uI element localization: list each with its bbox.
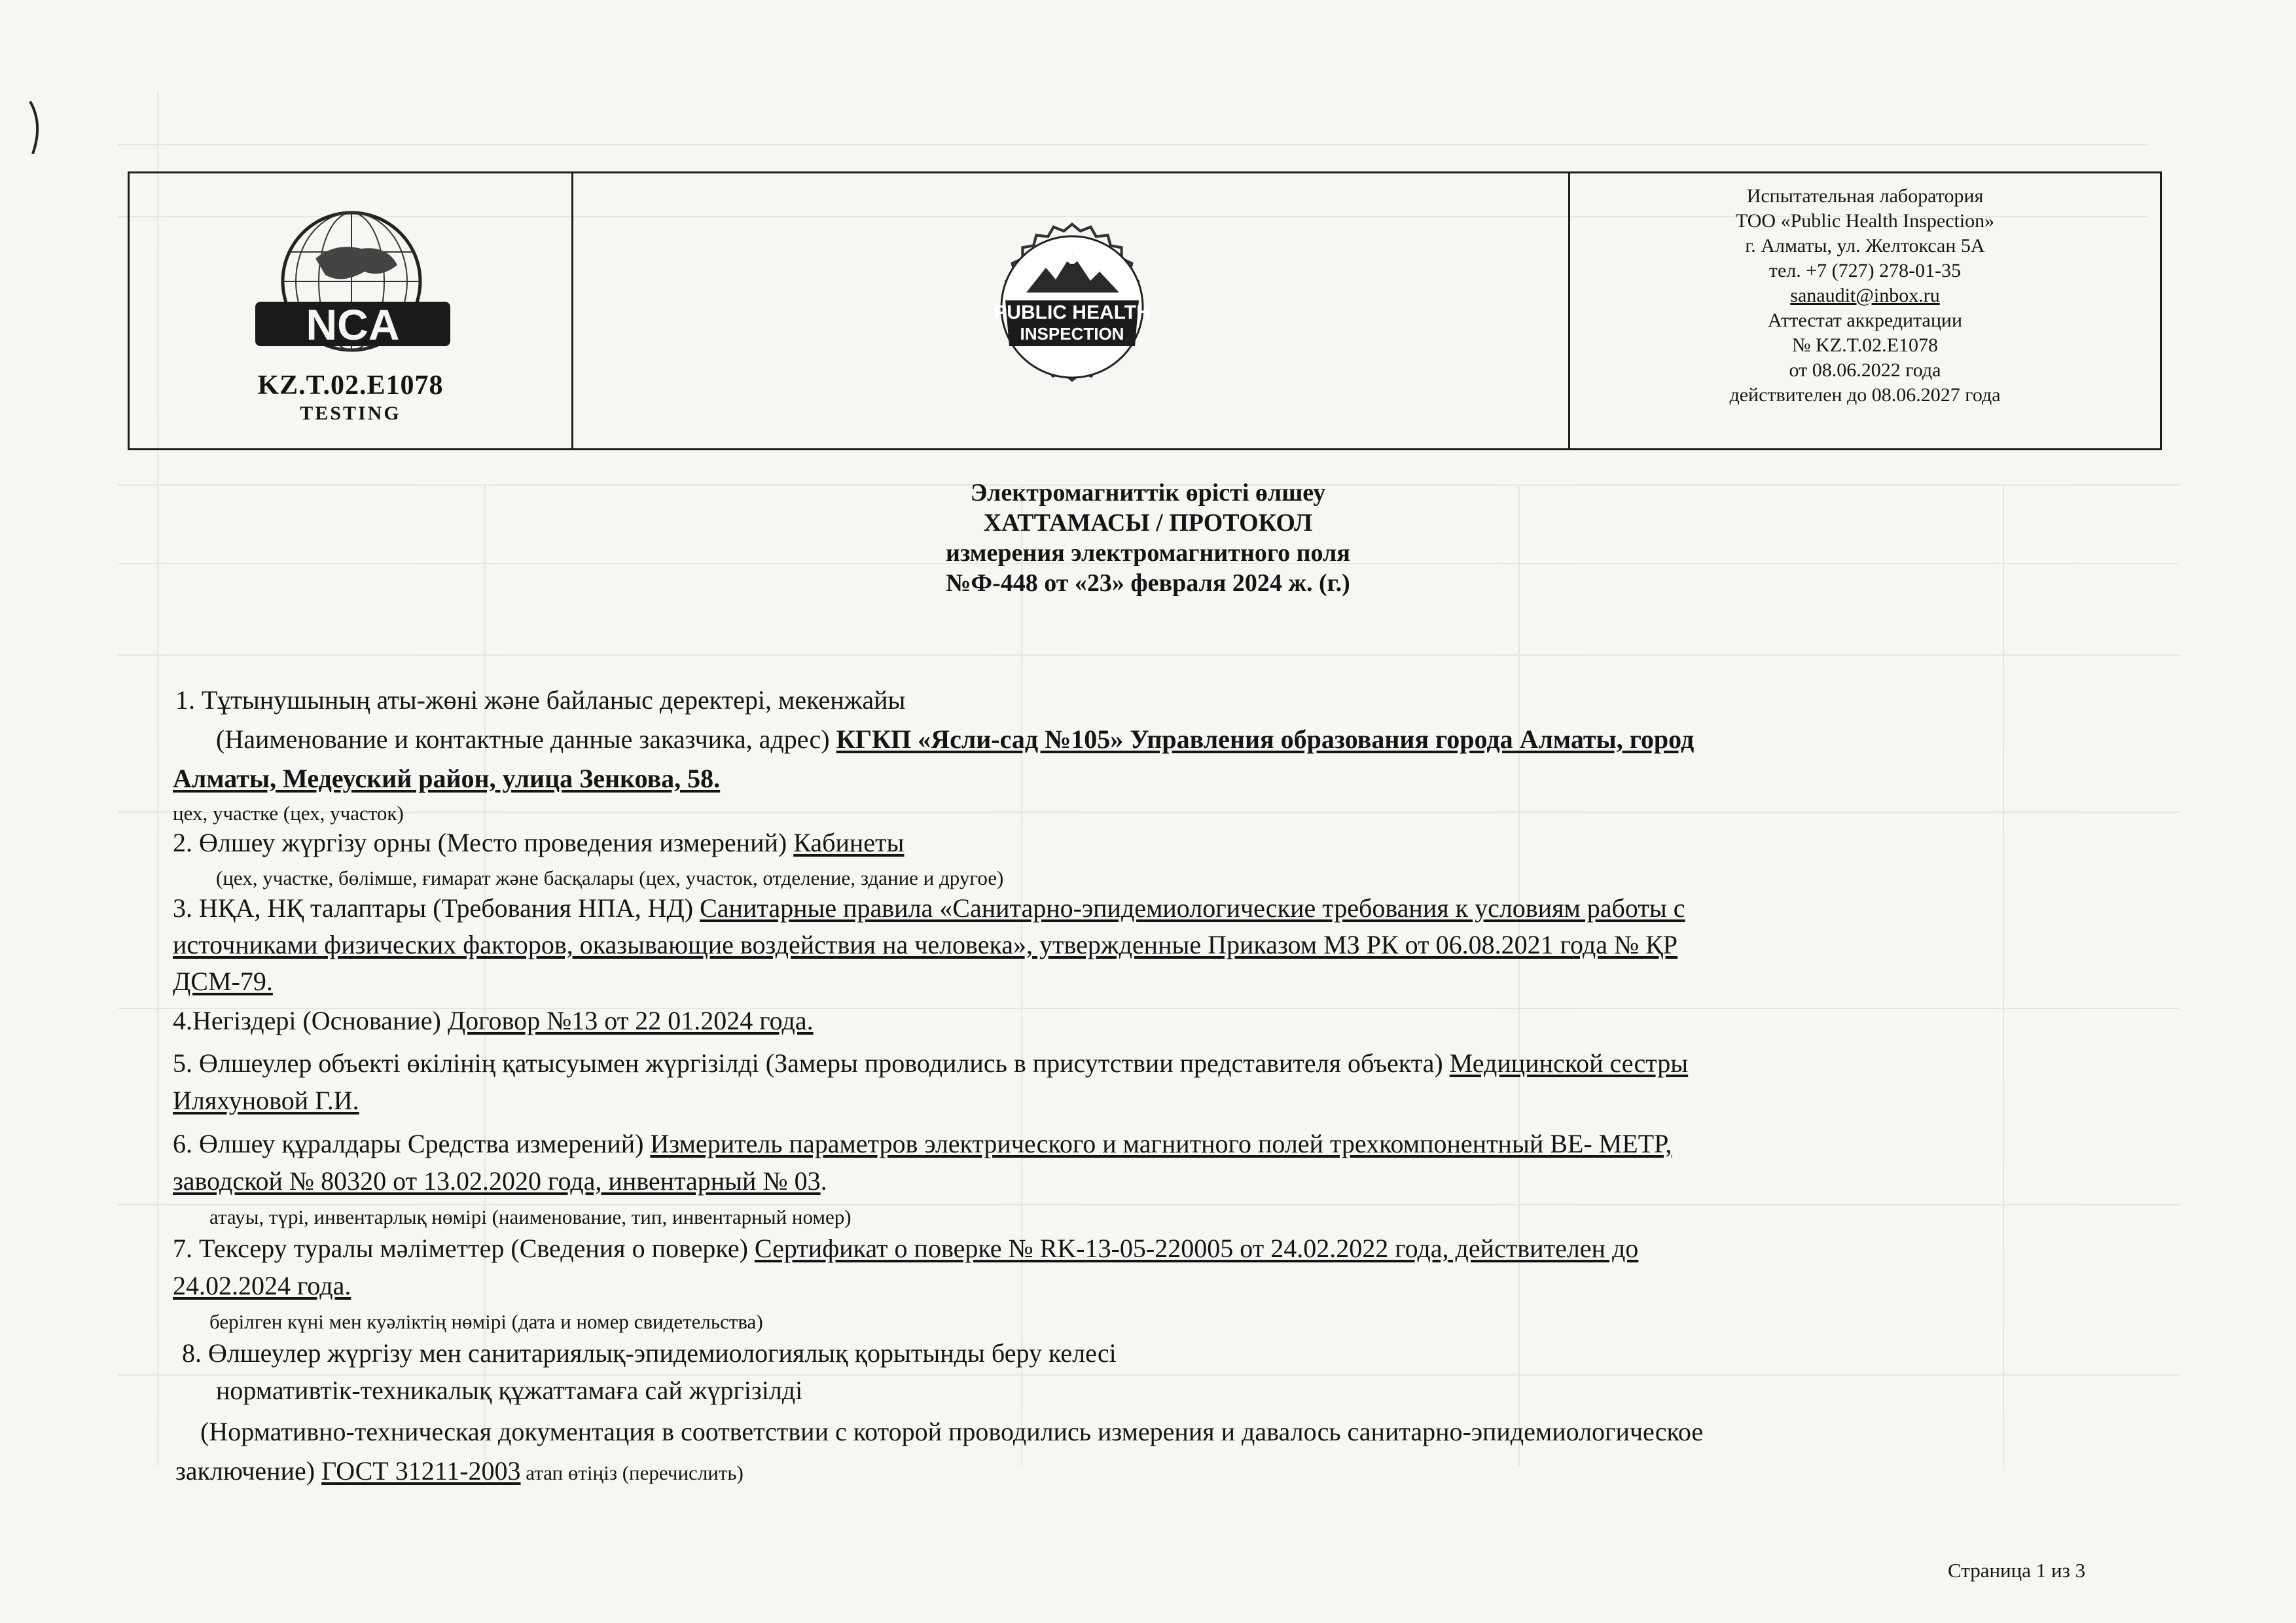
- item-3-value-c: ДСМ-79.: [173, 967, 273, 996]
- item-5-value-b: Иляхуновой Г.И.: [173, 1086, 359, 1115]
- title-line-4: №Ф-448 от «23» февраля 2024 ж. (г.): [946, 569, 1350, 597]
- item-8-label-d: заключение): [175, 1456, 322, 1486]
- item-8-label-c: (Нормативно-техническая документация в соответствии с которой проводились измерения и давалось санитарно-эпидемиологическое: [200, 1417, 1704, 1446]
- item-8-value: ГОСТ 31211-2003: [321, 1456, 521, 1486]
- item-1-row: [216, 723, 1694, 756]
- item-5-label: 5. Өлшеулер объекті өкілінің қатысуымен жүргізілді (Замеры проводились в присутствии представителя объекта): [173, 1048, 1450, 1078]
- item-5-row: [173, 1047, 1688, 1080]
- item-1-label-2: (Наименование и контактные данные заказчика, адрес): [216, 724, 836, 754]
- item-8-label-b: нормативтік-техникалық құжаттамаға сай жүргізілді: [216, 1376, 803, 1405]
- item-8-row: [175, 1455, 744, 1489]
- item-2-label: 2. Өлшеу жүргізу орны (Место проведения измерений): [173, 828, 794, 857]
- svg-text:NCA: NCA: [306, 300, 400, 349]
- item-2-value: Кабинеты: [793, 828, 905, 857]
- item-1-value-b: Алматы, Медеуский район, улица Зенкова, 58.: [173, 764, 721, 793]
- item-7-value-b: 24.02.2024 года.: [173, 1271, 351, 1300]
- item-6-label: 6. Өлшеу құралдары Средства измерений): [173, 1129, 651, 1158]
- header-table: [128, 171, 2162, 450]
- title-line-2: ХАТТАМАСЫ / ПРОТОКОЛ: [983, 509, 1313, 537]
- item-7-row: [173, 1232, 1638, 1265]
- lab-address: г. Алматы, ул. Желтоксан 5А: [1745, 235, 1985, 257]
- item-3-value-a: Санитарные правила «Санитарно-эпидемиологические требования к условиям работы с: [700, 893, 1685, 923]
- public-health-inspection-logo: [573, 173, 1570, 448]
- lab-accreditation-valid: действителен до 08.06.2027 года: [1729, 384, 2001, 406]
- item-7-value-a: Сертификат о поверке № RK-13-05-220005 от 24.02.2022 года, действителен до: [754, 1234, 1639, 1263]
- item-6-row-2: [173, 1165, 827, 1198]
- nca-logo-cell: [130, 173, 573, 448]
- title-line-1: Электромагниттік өрісті өлшеу: [970, 479, 1326, 507]
- lab-name: Испытательная лаборатория: [1746, 185, 1984, 207]
- item-4-label: 4.Негіздері (Основание): [173, 1006, 448, 1035]
- item-8-tail: атап өтіңіз (перечислить): [520, 1461, 744, 1484]
- lab-attestat: Аттестат аккредитации: [1767, 310, 1963, 331]
- item-3-value-b: источниками физических факторов, оказывающие воздействия на человека», утвержденные Приказом МЗ РК от 06.08.2021 года № ҚР: [173, 930, 1678, 959]
- laboratory-info-cell: [1570, 173, 2160, 448]
- item-7-label: 7. Тексеру туралы мәліметтер (Сведения о поверке): [173, 1234, 755, 1263]
- item-4-value: Договор №13 от 22 01.2024 года.: [447, 1006, 814, 1035]
- lab-org: ТОО «Public Health Inspection»: [1735, 210, 1995, 232]
- item-3-row: [173, 892, 1685, 925]
- item-5-value-a: Медицинской сестры: [1449, 1048, 1689, 1078]
- item-3-label: 3. НҚА, НҚ талаптары (Требования НПА, НД): [173, 893, 700, 923]
- title-line-3: измерения электромагнитного поля: [946, 539, 1350, 567]
- lab-phone: тел. +7 (727) 278-01-35: [1768, 260, 1962, 281]
- svg-text:PUBLIC HEALTH: PUBLIC HEALTH: [994, 302, 1151, 323]
- page-number: Страница 1 из 3: [1948, 1559, 2086, 1582]
- nca-code: KZ.T.02.E1078: [257, 370, 444, 401]
- item-6-row: [173, 1128, 1672, 1160]
- item-1-note: цех, участке (цех, участок): [173, 802, 404, 825]
- binding-mark-icon: [24, 98, 50, 157]
- lab-accreditation-number: № KZ.T.02.E1078: [1791, 334, 1939, 356]
- phi-logo-cell: [573, 173, 1570, 448]
- item-6-note: атауы, түрі, инвентарлық нөмірі (наименование, тип, инвентарный номер): [209, 1205, 852, 1228]
- item-4-row: [173, 1005, 814, 1037]
- item-2-row: [173, 827, 904, 859]
- item-1-label: 1. Тұтынушының аты-жөні және байланыс деректері, мекенжайы: [175, 685, 906, 715]
- item-6-value-a: Измеритель параметров электрического и магнитного полей трехкомпонентный ВЕ- МЕТР,: [650, 1129, 1672, 1158]
- item-8-label-a: 8. Өлшеулер жүргізу мен санитариялық-эпидемиологиялық қорытынды беру келесі: [182, 1338, 1117, 1368]
- item-6-value-b-tail: .: [820, 1166, 827, 1196]
- lab-accreditation-date: от 08.06.2022 года: [1789, 359, 1941, 381]
- nca-testing: TESTING: [300, 402, 401, 424]
- nca-wordmark: [253, 296, 453, 351]
- item-6-value-b: заводской № 80320 от 13.02.2020 года, инвентарный № 03: [173, 1166, 821, 1196]
- item-1-value-a: КГКП «Ясли-сад №105» Управления образования города Алматы, город: [836, 724, 1695, 754]
- svg-text:INSPECTION: INSPECTION: [1020, 324, 1124, 344]
- protocol-title: [0, 478, 2296, 598]
- lab-email-link[interactable]: sanaudit@inbox.ru: [1790, 285, 1940, 306]
- item-2-note: (цех, участке, бөлімше, ғимарат және басқалары (цех, участок, отделение, здание и другое): [216, 866, 1004, 889]
- laboratory-info: [1570, 184, 2160, 408]
- item-7-note: берілген күні мен куәліктің нөмірі (дата и номер свидетельства): [209, 1310, 763, 1333]
